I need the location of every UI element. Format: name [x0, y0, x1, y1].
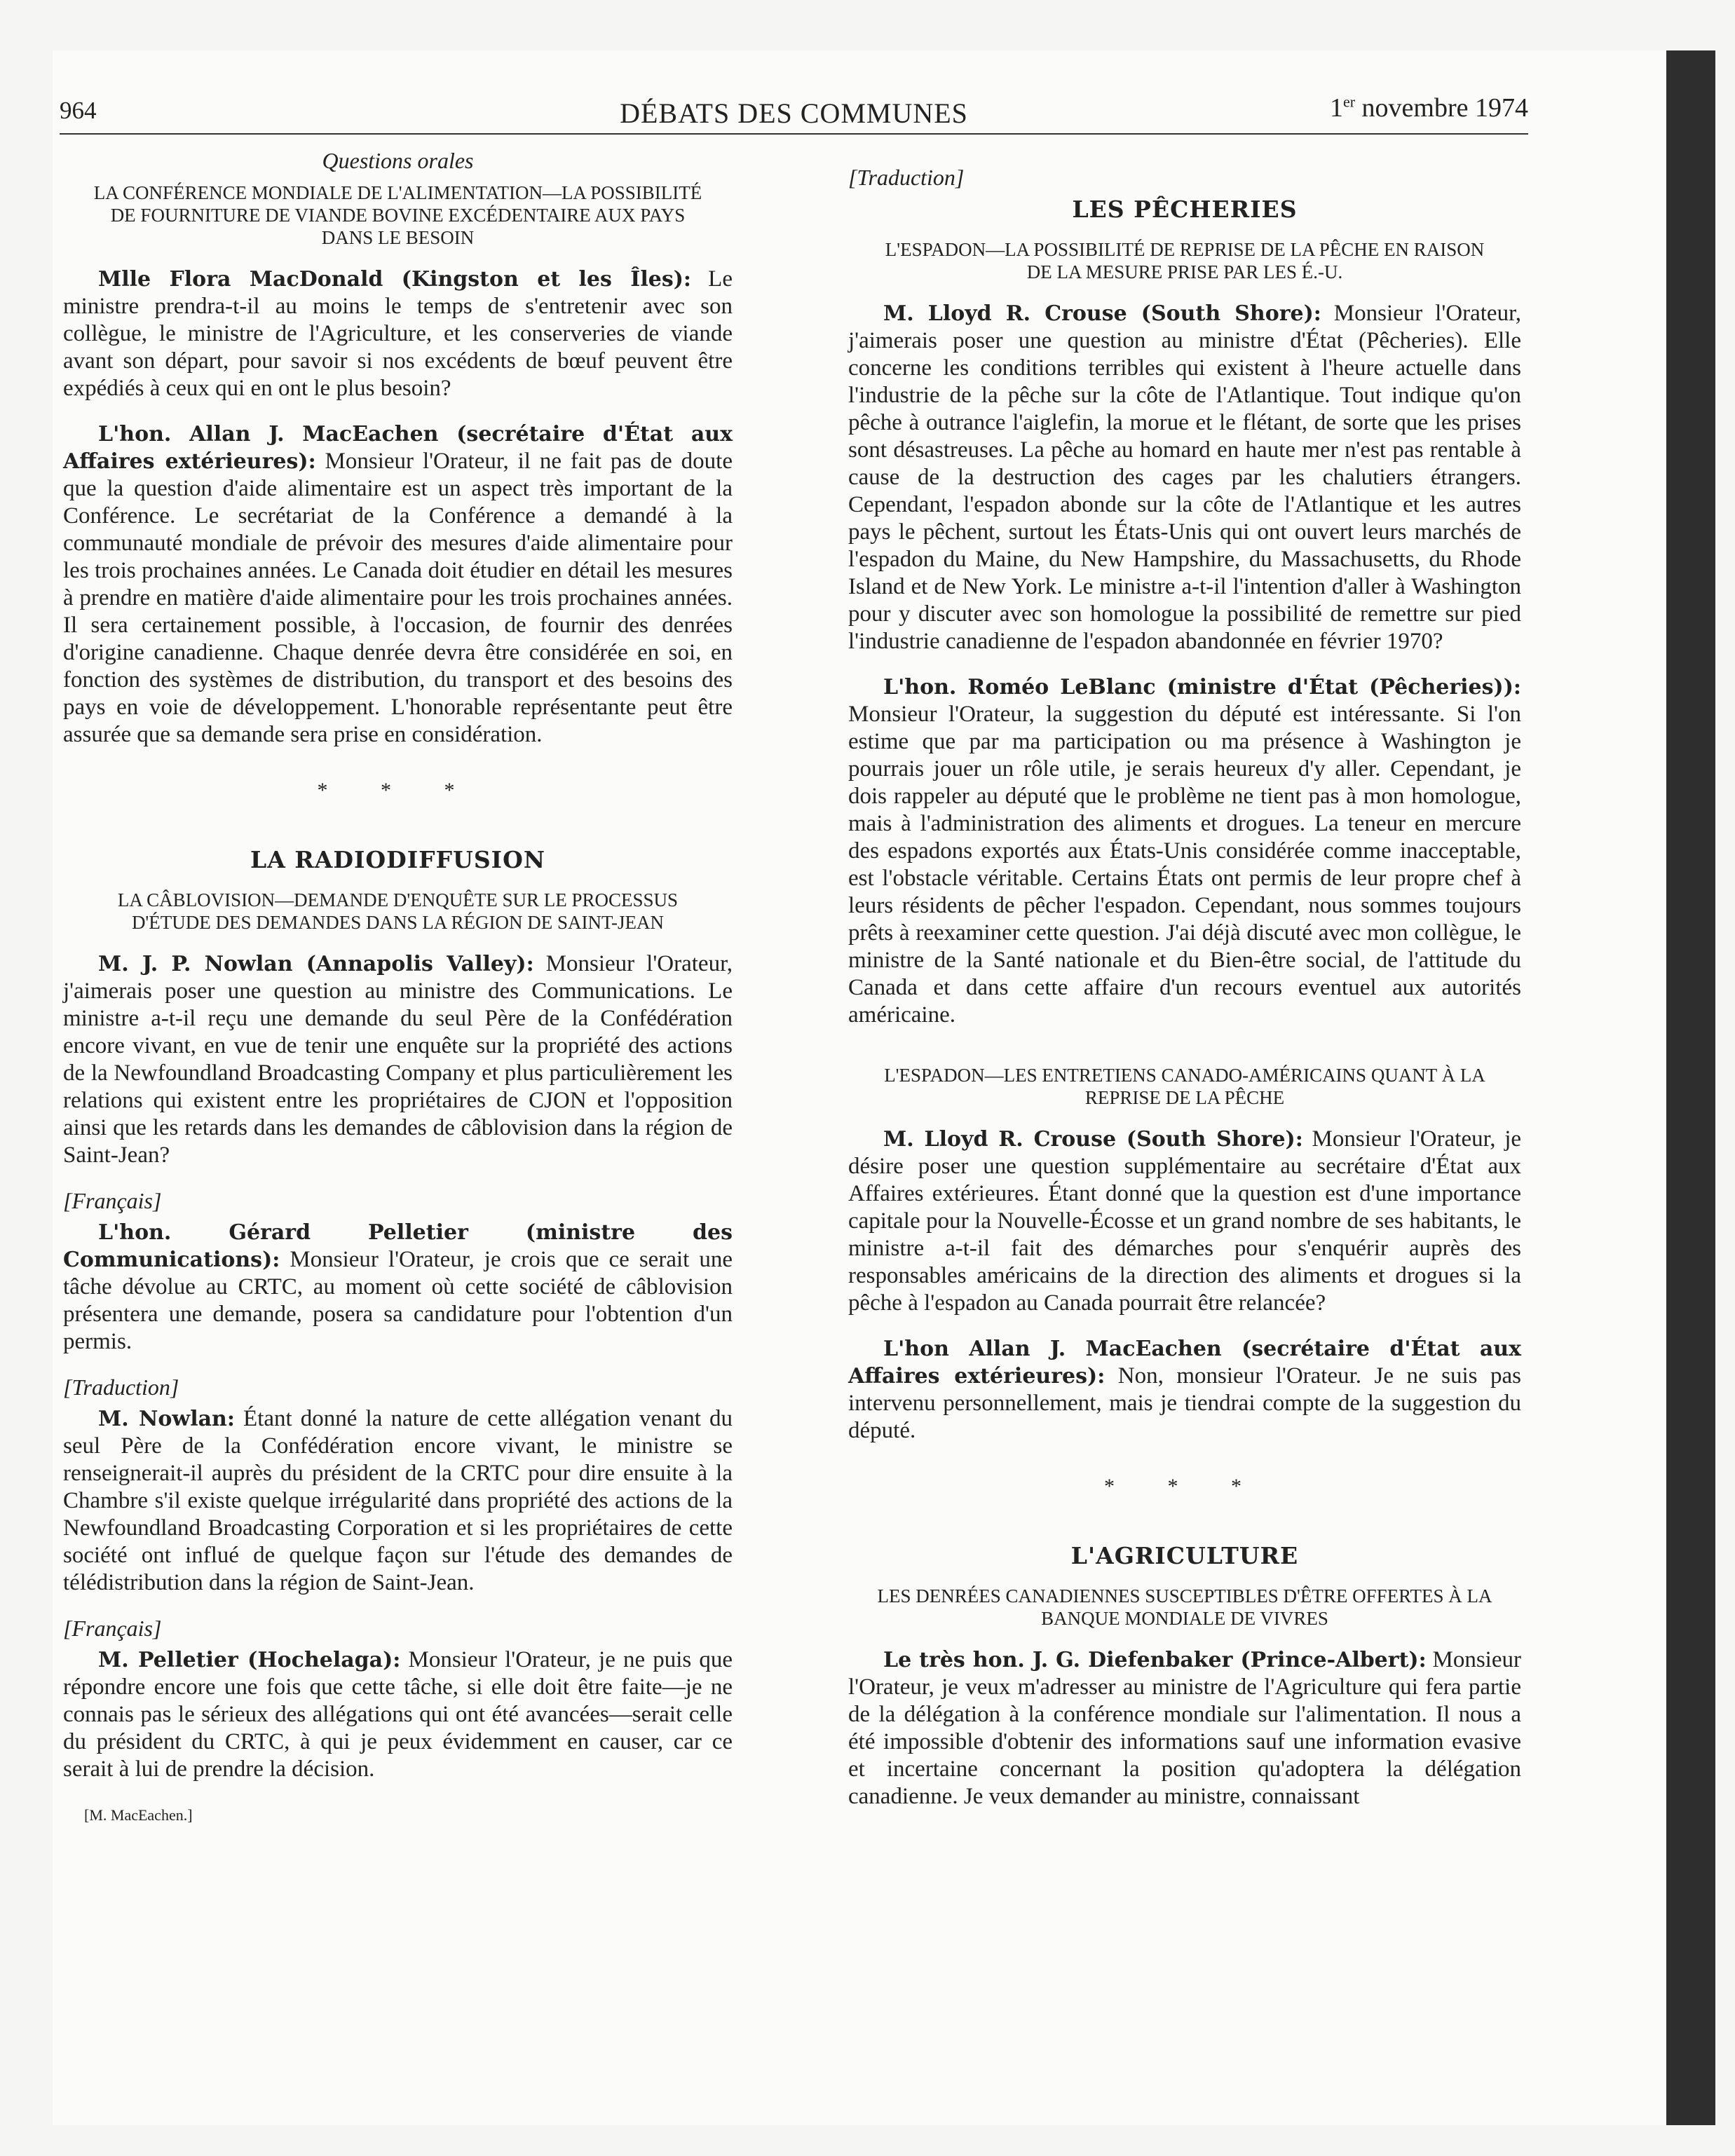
speaker: Le très hon. J. G. Diefenbaker (Prince-Albert): — [883, 1648, 1427, 1672]
speaker: M. Pelletier (Hochelaga): — [98, 1648, 401, 1672]
footer-note: [M. MacEachen.] — [84, 1806, 193, 1824]
subheading: LA CÂBLOVISION—DEMANDE D'ENQUÊTE SUR LE PROCESSUS D'ÉTUDE DES DEMANDES DANS LA RÉGION DE SAINT-JEAN — [117, 889, 679, 933]
scan-edge-bar — [1666, 50, 1715, 2125]
subheading: LA CONFÉRENCE MONDIALE DE L'ALIMENTATION—LA POSSIBILITÉ DE FOURNITURE DE VIANDE BOVINE EXCÉDENTAIRE AUX PAYS DANS LE BESOIN — [93, 182, 702, 248]
paragraph: M. J. P. Nowlan (Annapolis Valley): Monsieur l'Orateur, j'aimerais poser une question au ministre des Communications. Le ministre a-t-il reçu une demande du seul Père de la Confédération encore vivant, en vue de tenir une enquête sur la propriété des actions de la Newfoundland Broadcasting Company et plus particulièrement les relations qui existent entre les propriétaires de CJON et l'opposition ainsi que les retards dans les demandes de câblovision dans la région de Saint-Jean? — [63, 951, 733, 1168]
section-title: LA RADIODIFFUSION — [250, 846, 545, 873]
speaker: L'hon. Gérard Pelletier (ministre des Communications): — [63, 1220, 733, 1272]
subheading: LES DENRÉES CANADIENNES SUSCEPTIBLES D'ÊTRE OFFERTES À LA BANQUE MONDIALE DE VIVRES — [877, 1585, 1492, 1629]
paragraph: L'hon. Gérard Pelletier (ministre des Communications): Monsieur l'Orateur, je crois que ce serait une tâche dévolue au CRTC, au moment où cette société de câblovision présentera une demande, posera sa candidature pour l'obtention d'un permis. — [63, 1220, 733, 1354]
section-heading-italic: Questions orales — [322, 148, 474, 173]
paragraph: Mlle Flora MacDonald (Kingston et les Îles): Le ministre prendra-t-il au moins le temps de s'entretenir avec son collègue, le ministre de l'Agriculture, et les conserveries de viande avant son départ, pour savoir si nos excédents de bœuf peuvent être expédiés à ceux qui en ont le plus besoin? — [63, 266, 733, 401]
language-marker: [Français] — [63, 1616, 162, 1641]
paragraph: L'hon Allan J. MacEachen (secrétaire d'État aux Affaires extérieures): Non, monsieur l'Orateur. Je ne suis pas intervenu personnellement, mais je tiendrai compte de la suggestion du député. — [848, 1337, 1522, 1443]
left-column — [63, 147, 733, 1829]
publication-title: DÉBATS DES COMMUNES — [620, 97, 968, 129]
paragraph: M. Lloyd R. Crouse (South Shore): Monsieur l'Orateur, j'aimerais poser une question au ministre d'État (Pêcheries). Elle concerne les conditions terribles qui existent à l'heure actuelle dans l'industrie de la pêche sur la côte de l'Atlantique. Tout indique qu'on pêche à outrance l'aiglefin, la morue et le flétant, de sorte que les prises sont désastreuses. La pêche au homard en haute mer n'est pas rentable à cause de la destruction des cages par les chalutiers étrangers. Cependant, l'espadon abonde sur la côte de l'Atlantique et les autres pays le pêchent, surtout les États-Unis qui ont ouvert leurs marchés de l'espadon du Maine, du New Hampshire, du Massachusetts, du Rhode Island et de New York. Le ministre a-t-il l'intention d'aller à Washington pour y discuter avec son homologue la possibilité de remettre sur pied l'industrie canadienne de l'espadon abandonnée en février 1970? — [848, 301, 1521, 654]
paragraph: L'hon. Allan J. MacEachen (secrétaire d'État aux Affaires extérieures): Monsieur l'Orateur, il ne fait pas de doute que la question d'aide alimentaire est un aspect très important de la Conférence. Le secrétariat de la Conférence a demandé à la communauté mondiale de prévoir des mesures d'aide alimentaire pour les trois prochaines années. Le Canada doit étudier en détail les mesures à prendre en matière d'aide alimentaire pour les trois prochaines années. Il sera certainement possible, à l'occasion, de fournir des denrées d'origine canadienne. Chaque denrée devra être considérée en soi, en fonction des systèmes de distribution, du transport et des besoins des pays en voie de développement. L'honorable représentante peut être assurée que sa demande sera prise en considération. — [63, 422, 733, 747]
speaker: M. Lloyd R. Crouse (South Shore): — [883, 1127, 1303, 1152]
page-date: 1er novembre 1974 — [1329, 93, 1528, 123]
section-title: L'AGRICULTURE — [1070, 1542, 1299, 1569]
right-column — [848, 147, 1521, 1829]
paragraph: M. Lloyd R. Crouse (South Shore): Monsieur l'Orateur, je désire poser une question supplémentaire au secrétaire d'État aux Affaires extérieures. Étant donné que la question est d'une importance capitale pour la Nouvelle-Écosse et un grand nombre de ses habitants, le ministre a-t-il fait des démarches pour s'enquérir auprès des responsables américains de la direction des aliments et drogues si la pêche à l'espadon au Canada pourrait être relancée? — [848, 1126, 1522, 1316]
page-header — [60, 91, 1528, 135]
separator-stars: * * * — [1104, 1475, 1265, 1498]
speaker: L'hon Allan J. MacEachen (secrétaire d'État aux Affaires extérieures): — [848, 1337, 1521, 1389]
language-marker: [Français] — [63, 1188, 162, 1213]
paragraph: L'hon. Roméo LeBlanc (ministre d'État (Pêcheries)): Monsieur l'Orateur, la suggestion du député est intéressante. Si l'on estime que par ma participation ou ma présence à Washington je pourrais jouer un rôle utile, je serais heureux d'y aller. Cependant, je dois rappeler au député que le problème ne tient pas à mon homologue, mais à l'administration des aliments et drogues. La teneur en mercure des espadons exportés aux États-Unis considérée comme inacceptable, est l'obstacle véritable. Certains États ont permis de leur propre chef à leurs résidents de pêcher l'espadon. Cependant, nous sommes toujours prêts à reexaminer cette question. J'ai déjà discuté avec mon collègue, le ministre de la Santé nationale et du Bien-être social, de l'attitude du Canada et dans cette affaire d'un recours eventuel aux autorités américaine. — [848, 675, 1521, 1028]
page-number: 964 — [60, 97, 97, 124]
speaker: M. J. P. Nowlan (Annapolis Valley): — [98, 952, 534, 976]
separator-stars: * * * — [317, 779, 479, 802]
subheading: L'ESPADON—LES ENTRETIENS CANADO-AMÉRICAINS QUANT À LA REPRISE DE LA PÊCHE — [884, 1065, 1485, 1108]
language-marker: [Traduction] — [63, 1374, 179, 1400]
speaker: L'hon. Roméo LeBlanc (ministre d'État (Pêcheries)): — [883, 675, 1521, 700]
paragraph: M. Pelletier (Hochelaga): Monsieur l'Orateur, je ne puis que répondre encore une fois que cette tâche, si elle doit être faite—je ne connais pas le sérieux des allégations qui ont été avancées—serait celle du président du CRTC, à qui je peux évidemment en causer, car ce serait à lui de prendre la décision. — [63, 1647, 733, 1782]
speaker: Mlle Flora MacDonald (Kingston et les Îles): — [98, 267, 691, 292]
speaker: M. Lloyd R. Crouse (South Shore): — [883, 301, 1321, 326]
language-marker: [Traduction] — [848, 165, 965, 190]
paragraph: M. Nowlan: Étant donné la nature de cette allégation venant du seul Père de la Confédération encore vivant, le ministre se renseignerait-il auprès du président de la CRTC pour dire ensuite à la Chambre s'il existe quelque irrégularité dans propriété des actions de la Newfoundland Broadcasting Corporation et si les propriétaires de cette société ont influé de quelque façon sur l'étude des demandes de télédistribution dans la région de Saint-Jean. — [63, 1406, 733, 1595]
subheading: L'ESPADON—LA POSSIBILITÉ DE REPRISE DE LA PÊCHE EN RAISON DE LA MESURE PRISE PAR LES É.-U. — [885, 239, 1485, 282]
speaker: L'hon. Allan J. MacEachen (secrétaire d'État aux Affaires extérieures): — [63, 422, 733, 474]
speaker: M. Nowlan: — [98, 1407, 235, 1431]
paragraph: Le très hon. J. G. Diefenbaker (Prince-Albert): Monsieur l'Orateur, je veux m'adresser au ministre de l'Agriculture qui fera partie de la délégation à la conférence mondiale sur l'alimentation. Il nous a été impossible d'obtenir des informations sauf une information evasive et incertaine concernant la position qu'adoptera la délégation canadienne. Je veux demander au ministre, connaissant — [848, 1647, 1521, 1809]
section-title: LES PÊCHERIES — [1072, 196, 1298, 223]
